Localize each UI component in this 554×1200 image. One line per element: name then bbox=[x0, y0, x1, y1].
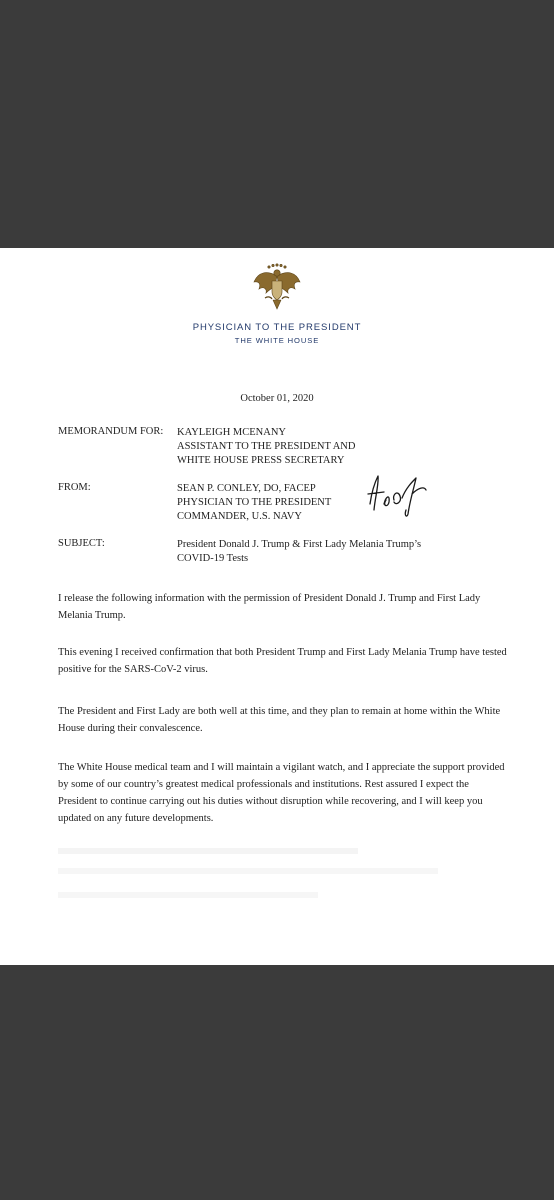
paragraph-confirmation: This evening I received confirmation that both President Trump and First Lady Melania Trump have tested positive for the SARS-CoV-2 virus. bbox=[58, 647, 507, 675]
subject-value bbox=[177, 538, 421, 566]
show-through-texture bbox=[58, 848, 498, 898]
paragraph-status: The President and First Lady are both well at this time, and they plan to remain at home within the White House during their convalescence. bbox=[58, 706, 501, 734]
signature-icon bbox=[362, 470, 432, 518]
sender-name: SEAN P. CONLEY, DO, FACEP bbox=[177, 483, 316, 494]
memorandum-for-value bbox=[177, 426, 355, 468]
paragraph-medical-team: The White House medical team and I will maintain a vigilant watch, and I appreciate the support provided by some of our country’s greatest medical professionals and institutions. Rest assured I expect the President to continue carrying out his duties without disruption while recovering, and I will keep you updated on any future developments. bbox=[58, 762, 505, 824]
letterhead-subtitle: THE WHITE HOUSE bbox=[234, 336, 320, 345]
subject-line-2: COVID-19 Tests bbox=[177, 553, 249, 564]
recipient-title: ASSISTANT TO THE PRESIDENT AND bbox=[177, 441, 356, 452]
memorandum-for-label: MEMORANDUM FOR: bbox=[58, 426, 164, 437]
recipient-title-2: WHITE HOUSE PRESS SECRETARY bbox=[177, 455, 345, 466]
sender-title: PHYSICIAN TO THE PRESIDENT bbox=[177, 497, 332, 508]
letterhead-title: PHYSICIAN TO THE PRESIDENT bbox=[192, 322, 362, 333]
sender-rank: COMMANDER, U.S. NAVY bbox=[177, 511, 302, 522]
presidential-eagle-seal-icon bbox=[251, 262, 303, 314]
subject-label: SUBJECT: bbox=[58, 538, 105, 549]
recipient-name: KAYLEIGH MCENANY bbox=[177, 427, 286, 438]
memo-page bbox=[0, 248, 554, 965]
memo-date: October 01, 2020 bbox=[240, 393, 314, 404]
from-value bbox=[177, 482, 331, 524]
from-label: FROM: bbox=[58, 482, 91, 493]
subject-line-1: President Donald J. Trump & First Lady Melania Trump’s bbox=[177, 539, 422, 550]
paragraph-permission: I release the following information with the permission of President Donald J. Trump and First Lady Melania Trump. bbox=[58, 593, 481, 621]
